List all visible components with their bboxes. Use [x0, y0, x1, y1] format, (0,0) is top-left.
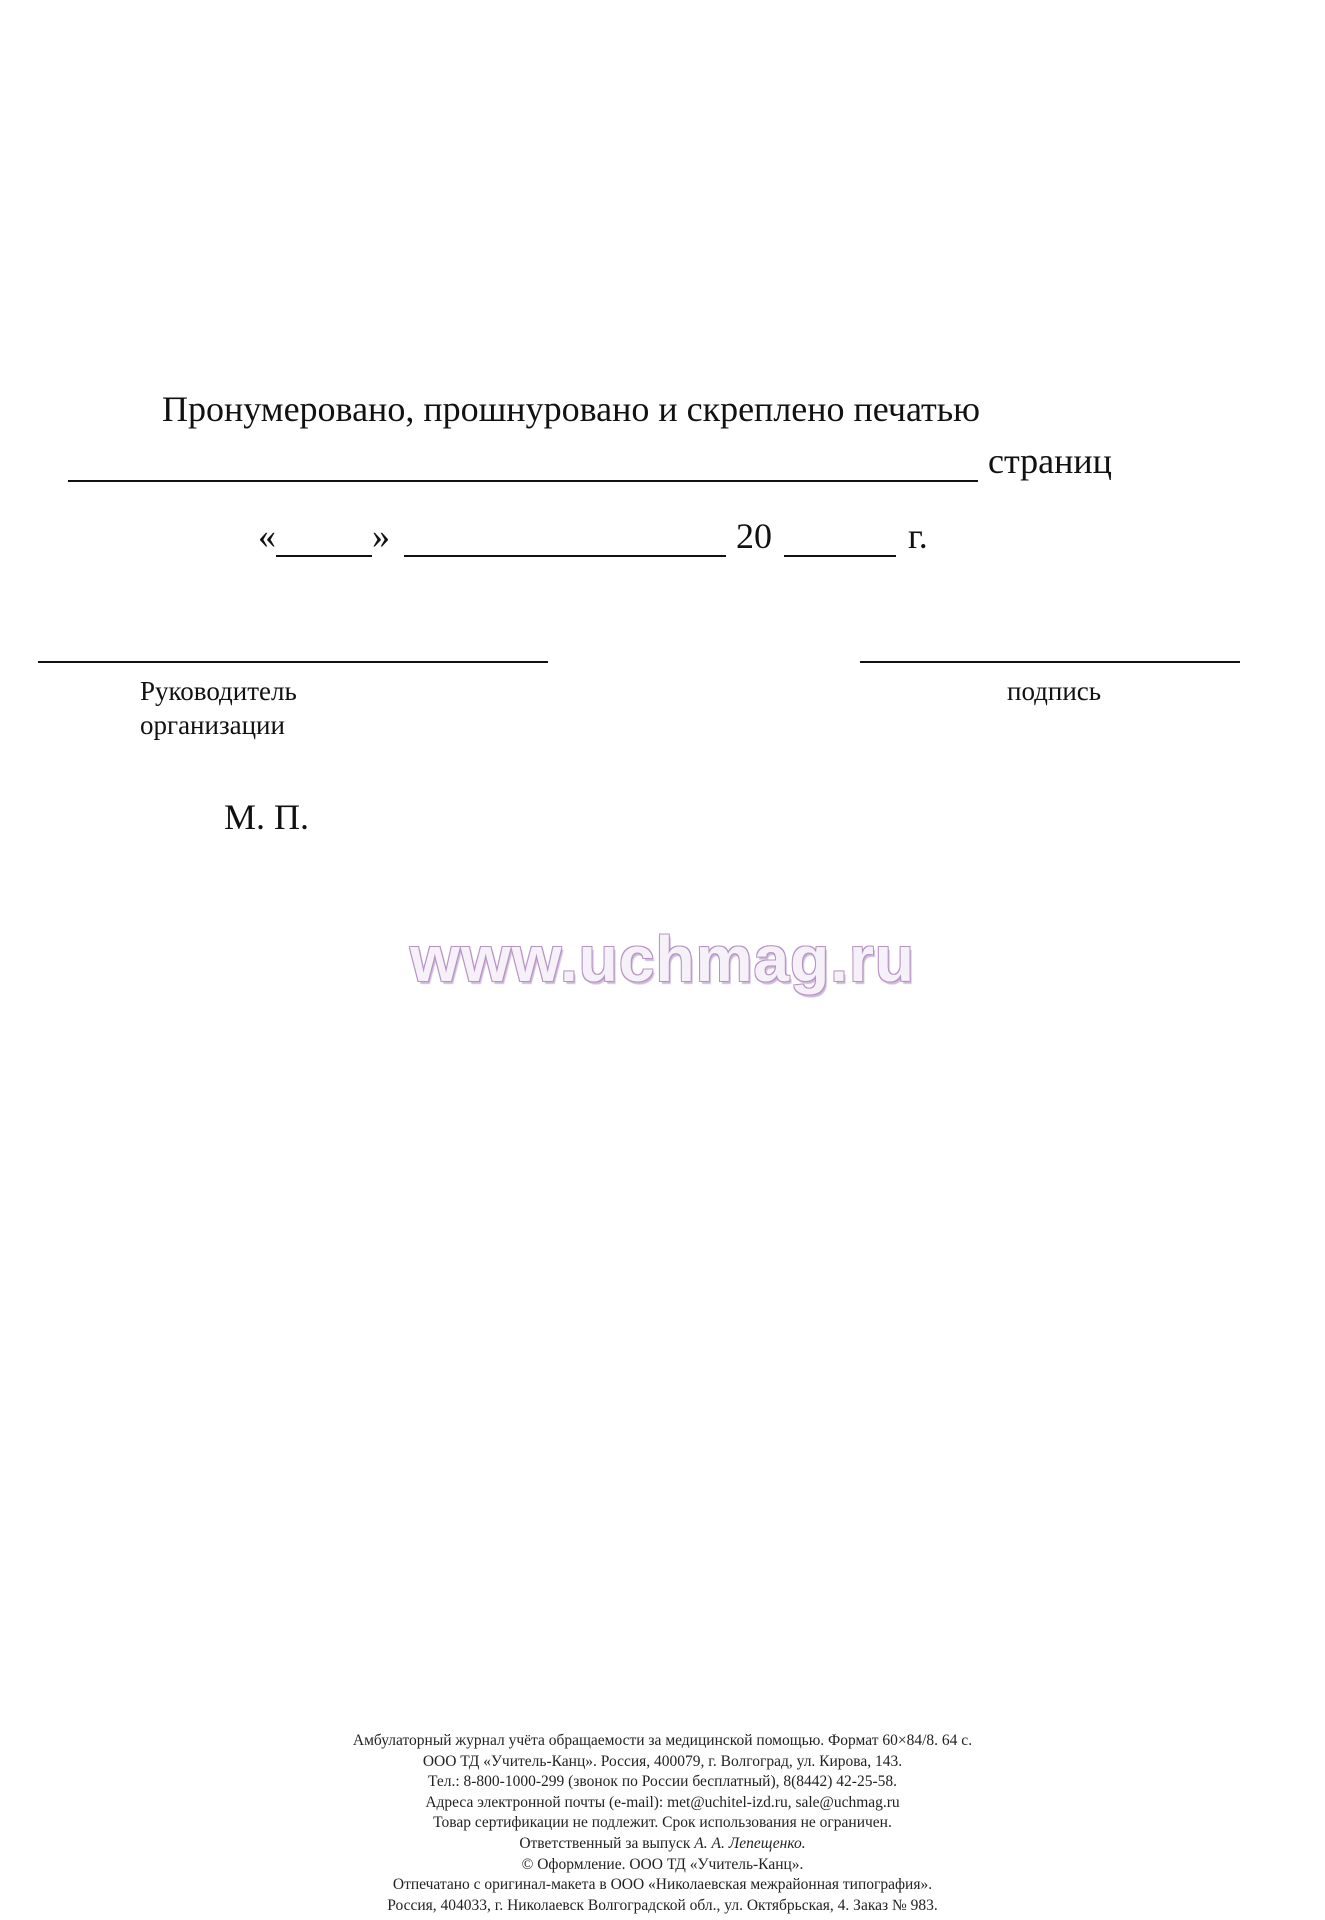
year-blank [784, 521, 896, 557]
imprint-line: Отпечатано с оригинал-макета в ООО «Николаевская межрайонная типография». [392, 1876, 933, 1894]
imprint-line: Адреса электронной почты (e-mail): met@uchitel-izd.ru, sale@uchmag.ru [425, 1793, 900, 1811]
date-row [258, 515, 928, 557]
signature-blank [860, 661, 1240, 663]
pages-count-row [68, 440, 1112, 482]
imprint-line: Товар сертификации не подлежит. Срок использования не ограничен. [433, 1814, 892, 1832]
month-blank [404, 521, 726, 557]
signature-label: подпись [1007, 676, 1102, 706]
year-suffix: г. [908, 516, 928, 556]
stamp-place-label: М. П. [224, 797, 310, 837]
head-label-line2: организации [140, 710, 285, 740]
publisher-imprint [0, 1731, 1325, 1916]
head-of-organization-label [140, 674, 400, 742]
imprint-line: Тел.: 8-800-1000-299 (звонок по России бесплатный), 8(8442) 42-25-58. [427, 1773, 898, 1791]
pages-suffix: страниц [988, 441, 1112, 481]
year-prefix: 20 [736, 516, 772, 556]
watermark: www.uchmag.ru [410, 923, 915, 995]
imprint-line: Амбулаторный журнал учёта обращаемости за медицинской помощью. Формат 60×84/8. 64 с. [352, 1732, 973, 1749]
responsible-name: А. А. Лепещенко. [694, 1834, 806, 1852]
responsible-prefix: Ответственный за выпуск [519, 1834, 691, 1852]
imprint-line: Россия, 404033, г. Николаевск Волгоградской обл., ул. Октябрьская, 4. Заказ № 983. [387, 1896, 938, 1914]
head-label-line1: Руководитель [140, 676, 297, 706]
imprint-line: ООО ТД «Учитель-Канц». Россия, 400079, г. Волгоград, ул. Кирова, 143. [422, 1752, 903, 1770]
head-name-blank [38, 661, 548, 663]
date-close-quote: » [372, 516, 390, 556]
certification-title: Пронумеровано, прошнуровано и скреплено печатью [162, 389, 981, 429]
day-blank [276, 521, 372, 557]
date-open-quote: « [258, 516, 276, 556]
imprint-line-responsible [0, 1834, 1325, 1855]
imprint-line: © Оформление. ООО ТД «Учитель-Канц». [521, 1855, 804, 1873]
pages-count-blank [68, 446, 978, 482]
